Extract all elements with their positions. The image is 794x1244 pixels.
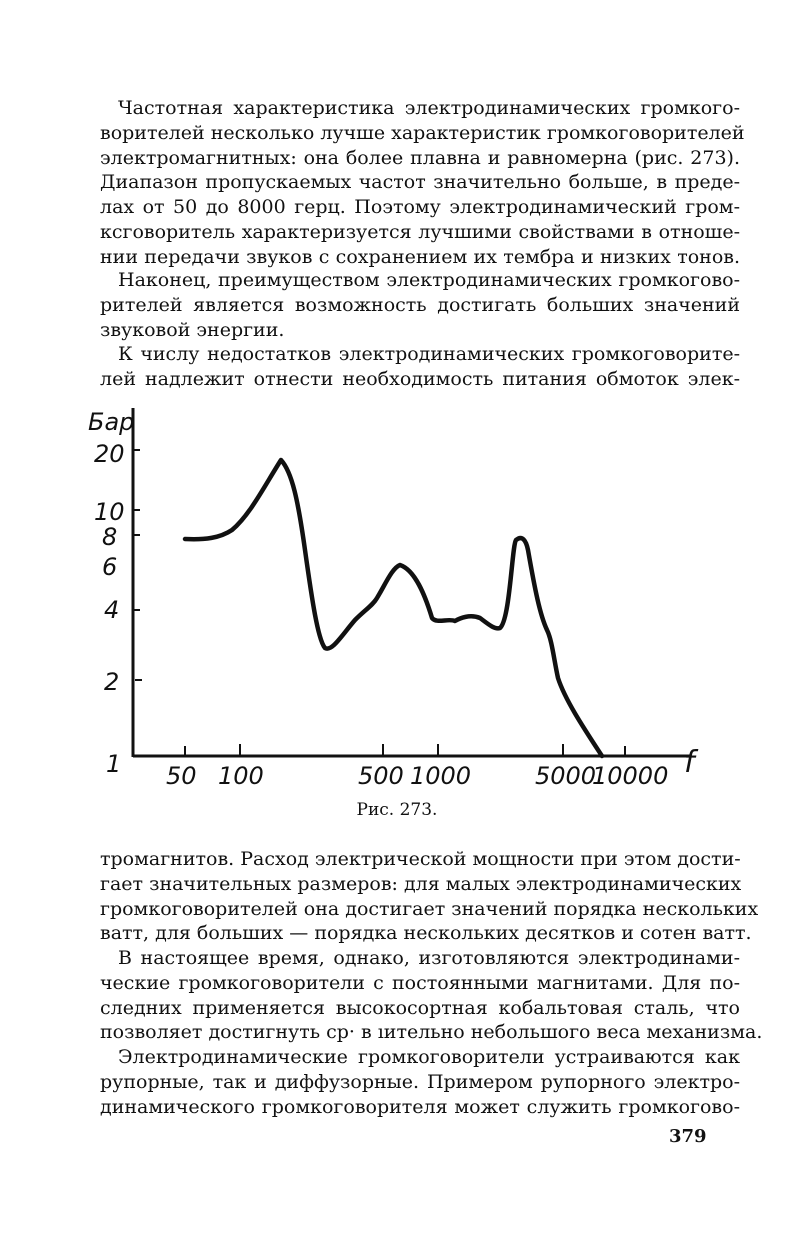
y-tick-label: 20 <box>94 440 125 468</box>
text-line: следних применяется высокосортная кобальтовая сталь, что <box>100 996 740 1019</box>
text-line: Диапазон пропускаемых частот значительно больше, в преде- <box>100 171 740 194</box>
y-tick-label: 8 <box>102 523 118 551</box>
y-tick-label: 6 <box>102 553 118 581</box>
text-line: В настоящее время, однако, изготовляются электродинами- <box>118 947 740 969</box>
text-line: лах от 50 до 8000 герц. Поэтому электродинамический гром- <box>100 196 740 219</box>
x-tick-label: 100 <box>218 762 264 790</box>
text-line: Наконец, преимуществом электродинамических громкогово- <box>118 269 740 291</box>
text-line: тромагнитов. Расход электрической мощности при этом дости- <box>100 848 741 870</box>
text-line: Частотная характеристика электродинамических громкого- <box>118 97 740 119</box>
frequency-response-figure <box>80 400 720 800</box>
y-tick-label: 2 <box>104 668 120 696</box>
y-axis-label: Бар <box>88 408 135 436</box>
text-line: лей надлежит отнести необходимость питания обмоток элек- <box>100 367 740 390</box>
paragraph-3 <box>100 342 740 392</box>
text-line: ческие громкоговорители с постоянными магнитами. Для по- <box>100 971 740 994</box>
text-line: ксговоритель характеризуется лучшими свойствами в отноше- <box>100 220 740 243</box>
page-number: 379 <box>669 1126 707 1147</box>
x-tick-label: 50 <box>166 762 197 790</box>
text-line: гает значительных размеров: для малых электродинамических <box>100 872 742 895</box>
frequency-response-chart <box>80 400 720 800</box>
x-tick-label: 10000 <box>592 762 669 790</box>
x-axis-label: f <box>684 745 695 780</box>
y-tick-label: 10 <box>94 498 125 526</box>
text-line: К числу недостатков электродинамических громкоговорите- <box>118 343 740 365</box>
text-line: позволяет достигнуть ср· в ıительно небольшого веса механизма. <box>100 1021 763 1044</box>
x-ticks <box>185 744 625 756</box>
text-line: ворителей несколько лучше характеристик громкоговорителей <box>100 121 745 144</box>
text-line: звуковой энергии. <box>100 318 285 341</box>
text-line: электромагнитных: она более плавна и равномерна (рис. 273). <box>100 146 740 169</box>
paragraph-4 <box>100 847 759 946</box>
x-tick-label: 500 <box>358 762 404 790</box>
text-line: рупорные, так и диффузорные. Примером рупорного электро- <box>100 1070 740 1093</box>
text-line: нии передачи звуков с сохранением их тембра и низких тонов. <box>100 245 740 268</box>
y-tick-label: 4 <box>104 596 120 624</box>
x-tick-label: 1000 <box>410 762 472 790</box>
text-line: громкоговорителей она достигает значений порядка нескольких <box>100 897 759 920</box>
text-line: динамического громкоговорителя может служить громкогово- <box>100 1095 740 1118</box>
text-line: ватт, для больших — порядка нескольких десятков и сотен ватт. <box>100 922 752 945</box>
response-curve <box>185 460 602 756</box>
figure-caption: Рис. 273. <box>356 800 438 820</box>
paragraph-1 <box>100 96 745 270</box>
y-tick-label: 1 <box>106 750 122 778</box>
text-line: рителей является возможность достигать больших значений <box>100 293 740 316</box>
x-tick-label: 5000 <box>535 762 597 790</box>
paragraph-2 <box>100 268 740 342</box>
paragraph-5 <box>100 946 763 1045</box>
text-line: Электродинамические громкоговорители устраиваются как <box>118 1046 740 1068</box>
paragraph-6 <box>100 1045 740 1119</box>
